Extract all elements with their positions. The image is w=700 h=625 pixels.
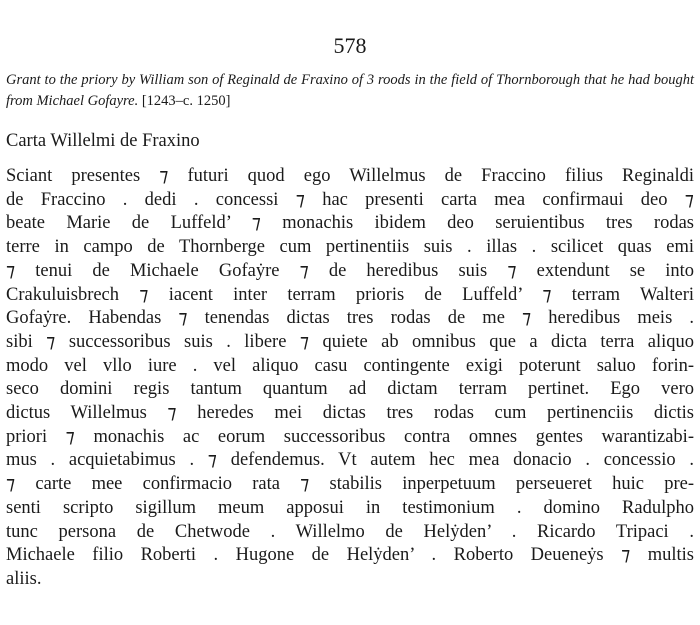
text-line: senti scripto sigillum meum apposui in testimonium . domino Radulpho [6, 497, 694, 518]
text-line: terre in campo de Thornberge cum pertinentiis suis . illas . scilicet quas emi [6, 237, 694, 258]
text-line: sibi ⁊ successoribus suis . libere ⁊ quiete ab omnibus que a dicta terra aliquo [6, 331, 694, 352]
text-line: mus . acquietabimus . ⁊ defendemus. Vt autem hec mea donacio . concessio . [6, 450, 694, 471]
text-line: Crakuluisbrech ⁊ iacent inter terram prioris de Luffeld’ ⁊ terram Walteri [6, 284, 694, 305]
text-line: dictus Willelmus ⁊ heredes mei dictas tres rodas cum pertinenciis dictis [6, 403, 694, 424]
text-line: Michaele filio Roberti . Hugone de Helẏden’ . Roberto Deueneẏs ⁊ multis [6, 545, 694, 566]
text-line: aliis. [6, 568, 42, 589]
charter-heading: Carta Willelmi de Fraxino [6, 131, 200, 151]
summary-date: [1243–c. 1250] [141, 93, 231, 109]
summary-italic: Grant to the priory by William son of Reginald de Fraxino of 3 roods in the field of Thornborough that he had bought from Michael Gofayre. [6, 72, 694, 109]
text-line: ⁊ tenui de Michaele Gofaẏre ⁊ de heredibus suis ⁊ extendunt se into [6, 260, 694, 281]
text-line: ⁊ carte mee confirmacio rata ⁊ stabilis inperpetuum perseueret huic pre- [6, 474, 694, 495]
text-line: priori ⁊ monachis ac eorum successoribus contra omnes gentes warantizabi- [6, 426, 694, 447]
text-line: Sciant presentes ⁊ futuri quod ego Willelmus de Fraccino filius Reginaldi [6, 166, 694, 186]
text-line: tunc persona de Chetwode . Willelmo de Helẏden’ . Ricardo Tripaci . [6, 521, 694, 542]
charter-summary [6, 70, 694, 112]
text-line: modo vel vllo iure . vel aliquo casu contingente exigi poterunt saluo forin- [6, 355, 694, 376]
text-line: Gofaẏre. Habendas ⁊ tenendas dictas tres rodas de me ⁊ heredibus meis . [6, 308, 694, 329]
text-line: seco domini regis tantum quantum ad dictam terram pertinet. Ego vero [6, 379, 694, 400]
charter-text [6, 165, 694, 592]
text-line: de Fraccino . dedi . concessi ⁊ hac presenti carta mea confirmaui deo ⁊ [6, 189, 694, 210]
page-number: 578 [333, 33, 367, 58]
text-line: beate Marie de Luffeld’ ⁊ monachis ibidem deo seruientibus tres rodas [6, 213, 694, 234]
